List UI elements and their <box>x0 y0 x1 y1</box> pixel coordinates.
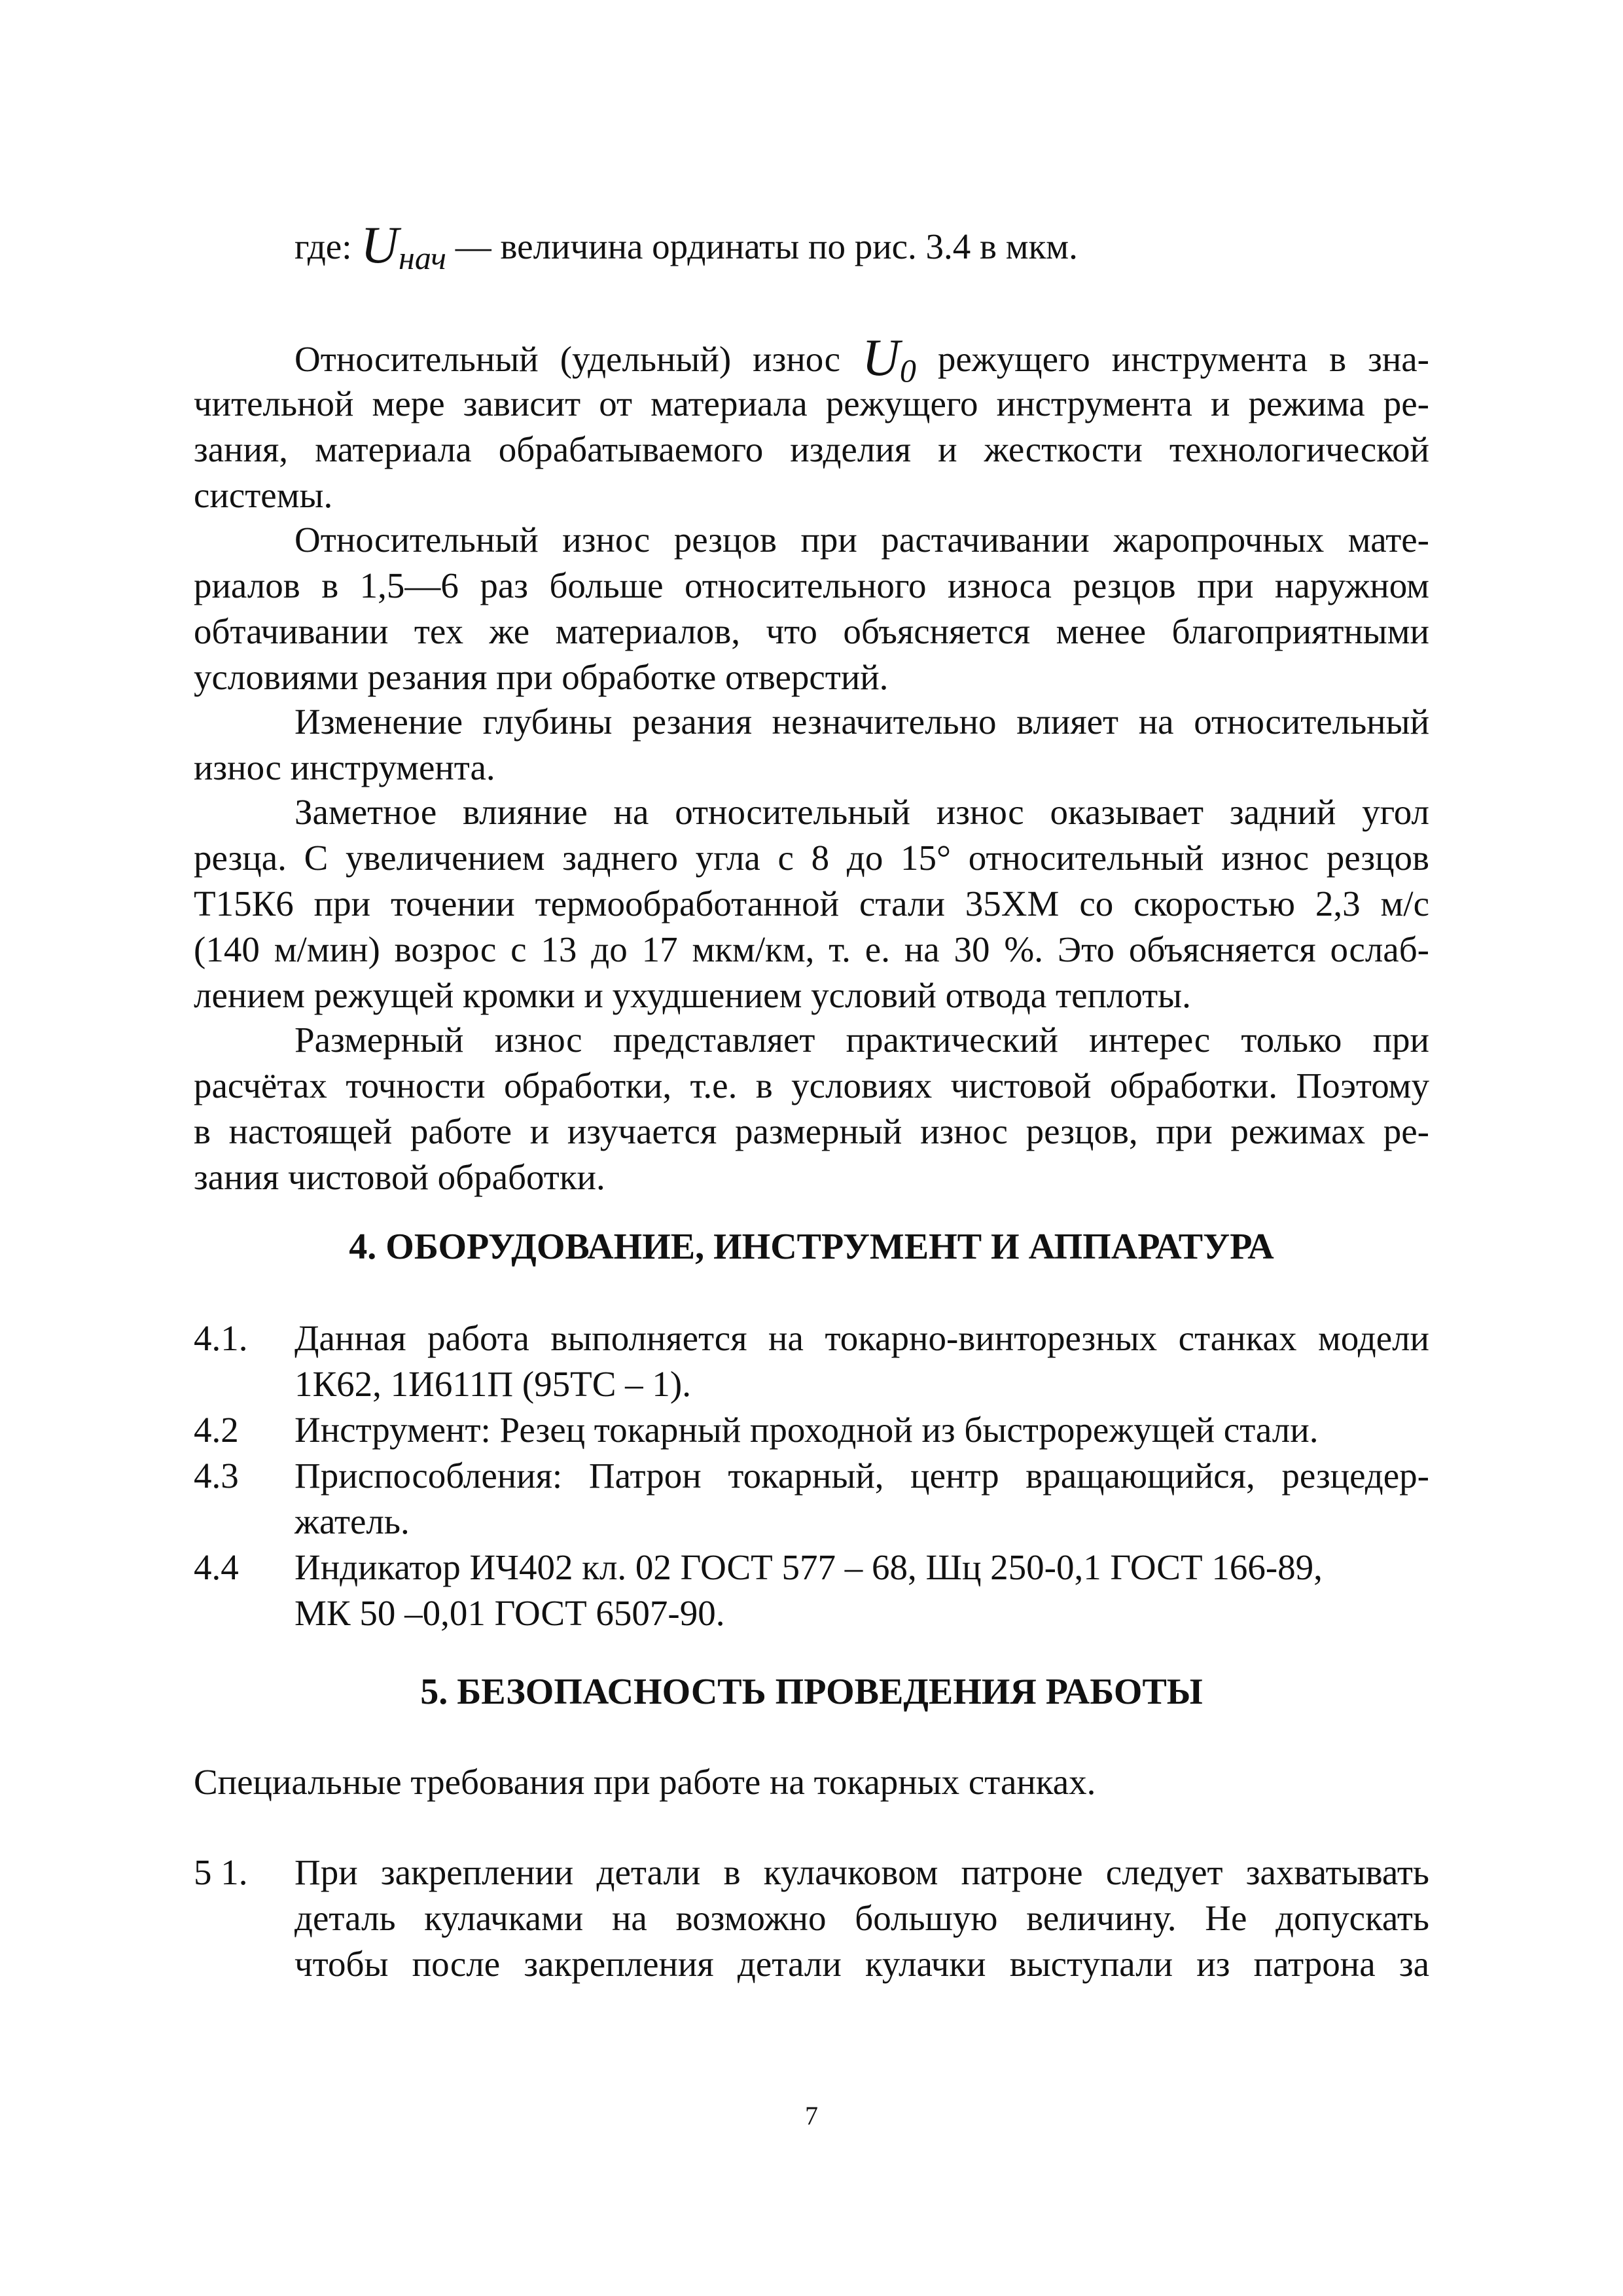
paragraph-4-line-3: Т15К6 при точении термообработанной стали 35ХМ со скоростью 2,3 м/с <box>194 884 1429 924</box>
paragraph-2-line-4: условиями резания при обработке отверстий. <box>194 657 889 697</box>
paragraph-4-line-4: (140 м/мин) возрос с 13 до 17 мкм/км, т. е. на 30 %. Это объясняется ослаб- <box>194 929 1429 969</box>
symbol-u-subscript: нач <box>399 240 447 276</box>
where-prefix: где: <box>294 226 361 266</box>
p1-text-a: Относительный (удельный) износ <box>294 339 863 379</box>
item-4-1-number: 4.1. <box>194 1318 248 1358</box>
item-4-3-line-2: жатель. <box>294 1501 410 1541</box>
item-5-1-number: 5 1. <box>194 1852 248 1892</box>
symbol-u: U <box>361 217 399 274</box>
paragraph-3-line-1: Изменение глубины резания незначительно влияет на относительный <box>294 702 1429 742</box>
paragraph-3-line-2: износ инструмента. <box>194 747 495 787</box>
item-4-3-number: 4.3 <box>194 1456 239 1496</box>
page-number: 7 <box>805 2101 818 2130</box>
where-rest: — величина ординаты по рис. 3.4 в мкм. <box>446 226 1078 266</box>
item-4-4-line-2: МК 50 –0,01 ГОСТ 6507-90. <box>294 1593 725 1633</box>
paragraph-2-line-2: риалов в 1,5—6 раз больше относительного износа резцов при наружном <box>194 565 1429 605</box>
paragraph-2-line-1: Относительный износ резцов при растачивании жаропрочных мате- <box>294 520 1429 560</box>
formula-explanation <box>294 217 1530 281</box>
paragraph-5-line-2: расчётах точности обработки, т.е. в условиях чистовой обработки. Поэтому <box>194 1066 1429 1105</box>
item-5-1-line-1: При закреплении детали в кулачковом патроне следует захватывать <box>294 1852 1429 1892</box>
paragraph-4-line-1: Заметное влияние на относительный износ оказывает задний угол <box>294 792 1429 832</box>
symbol-u0-subscript: 0 <box>899 352 916 389</box>
paragraph-2-line-3: обтачивании тех же материалов, что объясняется менее благоприятными <box>194 611 1429 651</box>
section-4-heading: 4. ОБОРУДОВАНИЕ, ИНСТРУМЕНТ И АППАРАТУРА <box>349 1227 1274 1267</box>
paragraph-1-line-4: системы. <box>194 475 333 515</box>
item-4-4-line-1: Индикатор ИЧ402 кл. 02 ГОСТ 577 – 68, Шц 250-0,1 ГОСТ 166-89, <box>294 1547 1323 1587</box>
paragraph-1-line-2: чительной мере зависит от материала режущего инструмента и режима ре- <box>194 384 1429 423</box>
section-5-heading: 5. БЕЗОПАСНОСТЬ ПРОВЕДЕНИЯ РАБОТЫ <box>420 1672 1203 1712</box>
item-5-1-line-3: чтобы после закрепления детали кулачки выступали из патрона за <box>294 1944 1429 1984</box>
paragraph-5-line-3: в настоящей работе и изучается размерный износ резцов, при режимах ре- <box>194 1111 1429 1151</box>
p1-text-b: режущего инструмента в зна- <box>916 339 1429 379</box>
item-4-1-line-1: Данная работа выполняется на токарно-винторезных станках модели <box>294 1318 1429 1358</box>
paragraph-5-line-4: зания чистовой обработки. <box>194 1157 605 1197</box>
paragraph-5-line-1: Размерный износ представляет практический интерес только при <box>294 1020 1429 1060</box>
paragraph-4-line-2: резца. С увеличением заднего угла с 8 до 15° относительный износ резцов <box>194 838 1429 878</box>
paragraph-4-line-5: лением режущей кромки и ухудшением условий отвода теплоты. <box>194 975 1191 1015</box>
paragraph-1-line-3: зания, материала обрабатываемого изделия и жесткости технологической <box>194 429 1429 469</box>
item-4-4-number: 4.4 <box>194 1547 239 1587</box>
item-4-2-line-1: Инструмент: Резец токарный проходной из быстрорежущей стали. <box>294 1410 1319 1450</box>
item-4-3-line-1: Приспособления: Патрон токарный, центр вращающийся, резцедер- <box>294 1456 1429 1496</box>
section-5-intro: Специальные требования при работе на токарных станках. <box>194 1762 1096 1802</box>
symbol-u0: U <box>862 329 900 387</box>
item-4-2-number: 4.2 <box>194 1410 239 1450</box>
item-5-1-line-2: деталь кулачками на возможно большую величину. Не допускать <box>294 1898 1429 1938</box>
item-4-1-line-2: 1К62, 1И611П (95ТС – 1). <box>294 1364 691 1404</box>
